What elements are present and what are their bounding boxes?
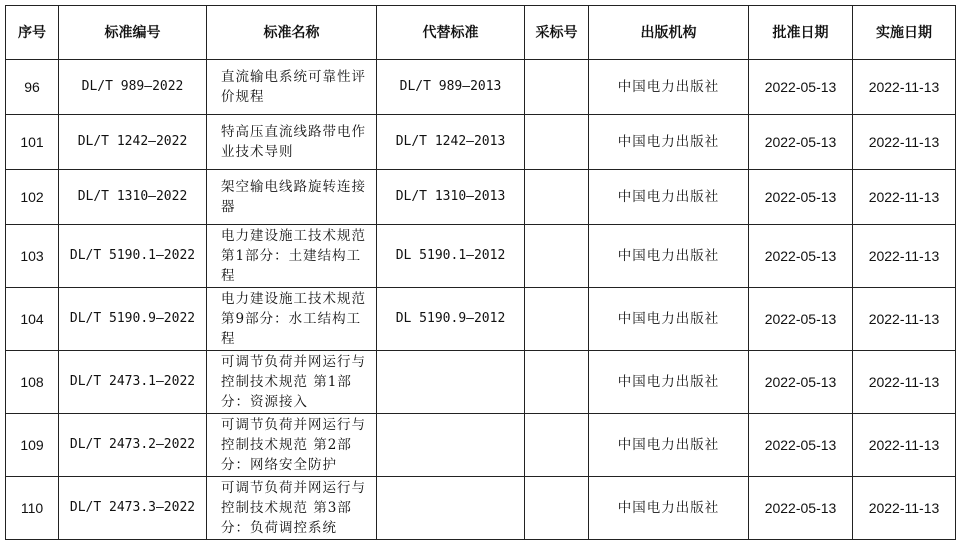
effective-date-cell: 2022-11-13 bbox=[853, 414, 956, 477]
code-cell: DL/T 989—2022 bbox=[59, 60, 207, 115]
publisher-cell: 中国电力出版社 bbox=[589, 477, 749, 540]
effective-date-cell: 2022-11-13 bbox=[853, 288, 956, 351]
publisher-cell: 中国电力出版社 bbox=[589, 351, 749, 414]
name-cell: 特高压直流线路带电作业技术导则 bbox=[207, 115, 377, 170]
approved-date-cell: 2022-05-13 bbox=[749, 60, 853, 115]
effective-date-cell: 2022-11-13 bbox=[853, 225, 956, 288]
seq-cell: 108 bbox=[6, 351, 59, 414]
seq-cell: 104 bbox=[6, 288, 59, 351]
replaces-cell bbox=[377, 351, 525, 414]
seq-cell: 109 bbox=[6, 414, 59, 477]
replaces-cell bbox=[377, 414, 525, 477]
table-row bbox=[6, 170, 956, 225]
publisher-cell: 中国电力出版社 bbox=[589, 288, 749, 351]
replaces-cell bbox=[377, 477, 525, 540]
name-cell: 电力建设施工技术规范 第1部分：土建结构工程 bbox=[207, 225, 377, 288]
table-row bbox=[6, 225, 956, 288]
approved-date-cell: 2022-05-13 bbox=[749, 115, 853, 170]
header-adopted: 采标号 bbox=[525, 6, 589, 60]
replaces-cell: DL/T 989—2013 bbox=[377, 60, 525, 115]
header-seq: 序号 bbox=[6, 6, 59, 60]
name-cell: 可调节负荷并网运行与控制技术规范 第1部分：资源接入 bbox=[207, 351, 377, 414]
replaces-cell: DL 5190.1—2012 bbox=[377, 225, 525, 288]
name-cell: 可调节负荷并网运行与控制技术规范 第3部分：负荷调控系统 bbox=[207, 477, 377, 540]
approved-date-cell: 2022-05-13 bbox=[749, 288, 853, 351]
publisher-cell: 中国电力出版社 bbox=[589, 60, 749, 115]
replaces-cell: DL/T 1242—2013 bbox=[377, 115, 525, 170]
adopted-cell bbox=[525, 351, 589, 414]
code-cell: DL/T 5190.1—2022 bbox=[59, 225, 207, 288]
adopted-cell bbox=[525, 115, 589, 170]
code-cell: DL/T 2473.1—2022 bbox=[59, 351, 207, 414]
table-row bbox=[6, 60, 956, 115]
code-cell: DL/T 1310—2022 bbox=[59, 170, 207, 225]
name-cell: 可调节负荷并网运行与控制技术规范 第2部分：网络安全防护 bbox=[207, 414, 377, 477]
code-cell: DL/T 5190.9—2022 bbox=[59, 288, 207, 351]
adopted-cell bbox=[525, 225, 589, 288]
header-row bbox=[6, 6, 956, 60]
approved-date-cell: 2022-05-13 bbox=[749, 225, 853, 288]
effective-date-cell: 2022-11-13 bbox=[853, 60, 956, 115]
adopted-cell bbox=[525, 60, 589, 115]
adopted-cell bbox=[525, 170, 589, 225]
header-effective: 实施日期 bbox=[853, 6, 956, 60]
publisher-cell: 中国电力出版社 bbox=[589, 225, 749, 288]
name-cell: 电力建设施工技术规范 第9部分：水工结构工程 bbox=[207, 288, 377, 351]
code-cell: DL/T 2473.3—2022 bbox=[59, 477, 207, 540]
effective-date-cell: 2022-11-13 bbox=[853, 351, 956, 414]
code-cell: DL/T 1242—2022 bbox=[59, 115, 207, 170]
name-cell: 架空输电线路旋转连接器 bbox=[207, 170, 377, 225]
effective-date-cell: 2022-11-13 bbox=[853, 115, 956, 170]
seq-cell: 96 bbox=[6, 60, 59, 115]
seq-cell: 101 bbox=[6, 115, 59, 170]
adopted-cell bbox=[525, 477, 589, 540]
table-row bbox=[6, 288, 956, 351]
seq-cell: 110 bbox=[6, 477, 59, 540]
publisher-cell: 中国电力出版社 bbox=[589, 115, 749, 170]
header-publisher: 出版机构 bbox=[589, 6, 749, 60]
approved-date-cell: 2022-05-13 bbox=[749, 170, 853, 225]
header-code: 标准编号 bbox=[59, 6, 207, 60]
replaces-cell: DL 5190.9—2012 bbox=[377, 288, 525, 351]
publisher-cell: 中国电力出版社 bbox=[589, 414, 749, 477]
header-approved: 批准日期 bbox=[749, 6, 853, 60]
name-cell: 直流输电系统可靠性评价规程 bbox=[207, 60, 377, 115]
approved-date-cell: 2022-05-13 bbox=[749, 351, 853, 414]
approved-date-cell: 2022-05-13 bbox=[749, 414, 853, 477]
approved-date-cell: 2022-05-13 bbox=[749, 477, 853, 540]
seq-cell: 102 bbox=[6, 170, 59, 225]
effective-date-cell: 2022-11-13 bbox=[853, 170, 956, 225]
table-row bbox=[6, 414, 956, 477]
standards-table bbox=[5, 5, 956, 540]
seq-cell: 103 bbox=[6, 225, 59, 288]
header-name: 标准名称 bbox=[207, 6, 377, 60]
replaces-cell: DL/T 1310—2013 bbox=[377, 170, 525, 225]
table-row bbox=[6, 351, 956, 414]
table-row bbox=[6, 115, 956, 170]
publisher-cell: 中国电力出版社 bbox=[589, 170, 749, 225]
adopted-cell bbox=[525, 414, 589, 477]
effective-date-cell: 2022-11-13 bbox=[853, 477, 956, 540]
code-cell: DL/T 2473.2—2022 bbox=[59, 414, 207, 477]
table-row bbox=[6, 477, 956, 540]
header-replaces: 代替标准 bbox=[377, 6, 525, 60]
adopted-cell bbox=[525, 288, 589, 351]
